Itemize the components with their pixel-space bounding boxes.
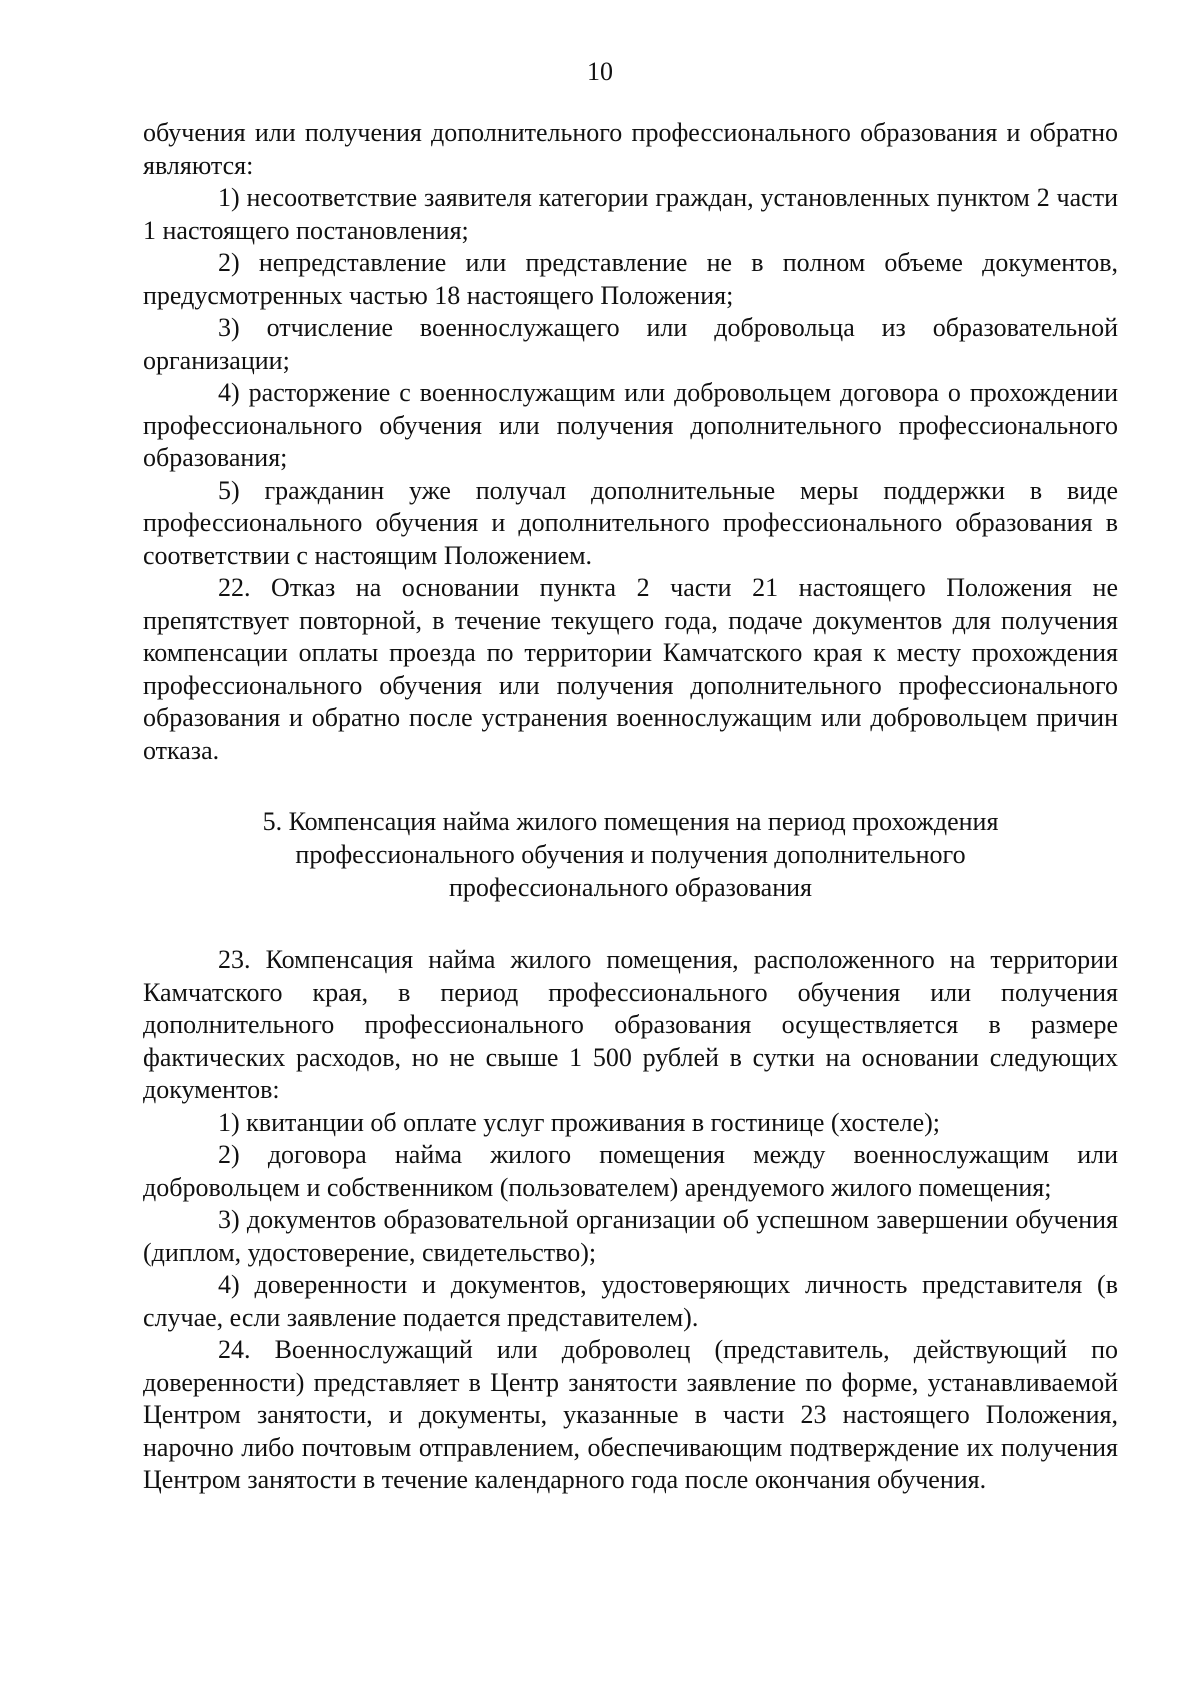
document-item: 1) квитанции об оплате услуг проживания в гостинице (хостеле);: [218, 1107, 941, 1137]
reason-item: 2) непредставление или представление не в полном объеме документов, предусмотренных частью 18 настоящего Положения;: [143, 248, 1118, 310]
intro-continuation: обучения или получения дополнительного профессионального образования и обратно являются:: [143, 118, 1118, 180]
document-item: 2) договора найма жилого помещения между военнослужащим или добровольцем и собственником (пользователем) арендуемого жилого помещения;: [143, 1140, 1118, 1202]
section-heading-line: профессионального обучения и получения дополнительного: [295, 840, 966, 869]
clause-22: 22. Отказ на основании пункта 2 части 21 настоящего Положения не препятствует повторной, в течение текущего года, подаче документов для получения компенсации оплаты проезда по территории Камчатского края к месту прохождения профессионального обучения или получения дополнительного профессионального образования и обратно после устранения военнослужащим или добровольцем причин отказа.: [143, 573, 1118, 765]
reason-item: 3) отчисление военнослужащего или добровольца из образовательной организации;: [143, 313, 1118, 375]
reason-item: 4) расторжение с военнослужащим или добровольцем договора о прохождении профессионального обучения или получения дополнительного профессионального образования;: [143, 378, 1118, 472]
document-item: 3) документов образовательной организации об успешном завершении обучения (диплом, удостоверение, свидетельство);: [143, 1205, 1118, 1267]
document-body: [143, 117, 1118, 1497]
section-heading-line: 5. Компенсация найма жилого помещения на период прохождения: [262, 807, 999, 836]
section-5-heading: [143, 805, 1118, 904]
page-number: 10: [587, 57, 613, 86]
reason-item: 1) несоответствие заявителя категории граждан, установленных пунктом 2 части 1 настоящего постановления;: [143, 183, 1118, 245]
document-item: 4) доверенности и документов, удостоверяющих личность представителя (в случае, если заявление подается представителем).: [143, 1270, 1118, 1332]
clause-23: 23. Компенсация найма жилого помещения, расположенного на территории Камчатского края, в период профессионального обучения или получения дополнительного профессионального образования осуществляется в размере фактических расходов, но не свыше 1 500 рублей в сутки на основании следующих документов:: [143, 945, 1118, 1104]
reason-item: 5) гражданин уже получал дополнительные меры поддержки в виде профессионального обучения и дополнительного профессионального образования в соответствии с настоящим Положением.: [143, 475, 1118, 570]
clause-24: 24. Военнослужащий или доброволец (представитель, действующий по доверенности) представляет в Центр занятости заявление по форме, устанавливаемой Центром занятости, и документы, указанные в части 23 настоящего Положения, нарочно либо почтовым отправлением, обеспечивающим подтверждение их получения Центром занятости в течение календарного года после окончания обучения.: [143, 1335, 1118, 1494]
section-heading-line: профессионального образования: [448, 873, 813, 902]
